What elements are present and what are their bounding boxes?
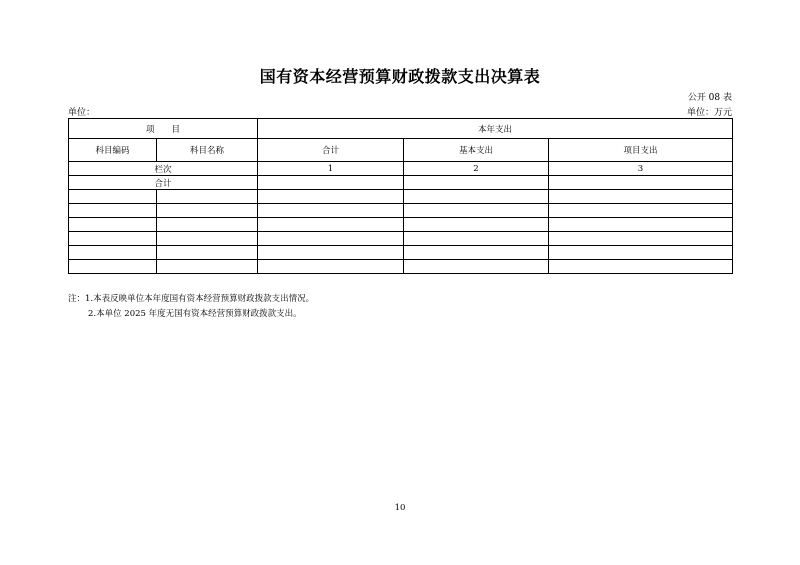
column-index-2: 2 bbox=[404, 162, 549, 176]
page-number: 10 bbox=[394, 503, 406, 513]
note-line-1: 注：1.本表反映单位本年度国有资本经营预算财政拨款支出情况。 bbox=[68, 294, 315, 304]
table-cell bbox=[69, 218, 157, 232]
table-cell bbox=[404, 260, 549, 274]
table-row bbox=[69, 232, 733, 246]
table-cell bbox=[157, 218, 258, 232]
table-row bbox=[69, 260, 733, 274]
table-cell bbox=[549, 204, 733, 218]
table-row bbox=[69, 218, 733, 232]
table-cell bbox=[404, 218, 549, 232]
page-title: 国有资本经营预算财政拨款支出决算表 bbox=[259, 67, 541, 86]
table-cell bbox=[258, 204, 404, 218]
table-cell bbox=[157, 204, 258, 218]
header-subject-name: 科目名称 bbox=[157, 139, 258, 162]
table-cell bbox=[404, 190, 549, 204]
table-cell bbox=[69, 260, 157, 274]
table-cell bbox=[258, 190, 404, 204]
table-cell bbox=[258, 260, 404, 274]
header-project-expenditure: 项目支出 bbox=[549, 139, 733, 162]
column-index-label: 栏次 bbox=[69, 162, 258, 176]
table-cell bbox=[157, 190, 258, 204]
table-cell bbox=[549, 190, 733, 204]
note-line-2: 2.本单位 2025 年度无国有资本经营预算财政拨款支出。 bbox=[88, 309, 302, 319]
table-cell bbox=[549, 246, 733, 260]
table-header-row-1 bbox=[69, 119, 733, 139]
table-cell bbox=[549, 260, 733, 274]
table-cell bbox=[157, 246, 258, 260]
column-index-3: 3 bbox=[549, 162, 733, 176]
table-cell bbox=[157, 260, 258, 274]
table-cell bbox=[69, 246, 157, 260]
table-header-row-2 bbox=[69, 139, 733, 162]
table-cell bbox=[258, 218, 404, 232]
table-row bbox=[69, 204, 733, 218]
expenditure-table bbox=[68, 118, 733, 274]
table-cell bbox=[69, 190, 157, 204]
table-row bbox=[69, 190, 733, 204]
notes bbox=[68, 292, 314, 322]
table-cell bbox=[69, 232, 157, 246]
table-row bbox=[69, 246, 733, 260]
table-cell bbox=[258, 246, 404, 260]
table-cell bbox=[549, 232, 733, 246]
total-row-label: 合计 bbox=[69, 176, 258, 190]
header-item: 项 目 bbox=[69, 119, 258, 139]
header-basic-expenditure: 基本支出 bbox=[404, 139, 549, 162]
table-cell bbox=[404, 246, 549, 260]
form-number: 公开 08 表 bbox=[687, 93, 732, 103]
table-cell bbox=[404, 176, 549, 190]
table-cell bbox=[404, 232, 549, 246]
table-cell bbox=[549, 176, 733, 190]
header-current-year-expenditure: 本年支出 bbox=[258, 119, 733, 139]
table-cell bbox=[258, 232, 404, 246]
column-index-1: 1 bbox=[258, 162, 404, 176]
table-cell bbox=[157, 232, 258, 246]
unit-label: 单位： bbox=[68, 108, 96, 118]
table-cell bbox=[404, 204, 549, 218]
header-total: 合计 bbox=[258, 139, 404, 162]
total-row bbox=[69, 176, 733, 190]
table-cell bbox=[69, 204, 157, 218]
table-cell bbox=[258, 176, 404, 190]
header-subject-code: 科目编码 bbox=[69, 139, 157, 162]
table-cell bbox=[549, 218, 733, 232]
column-index-row bbox=[69, 162, 733, 176]
unit-of-measure: 单位：万元 bbox=[686, 108, 732, 118]
